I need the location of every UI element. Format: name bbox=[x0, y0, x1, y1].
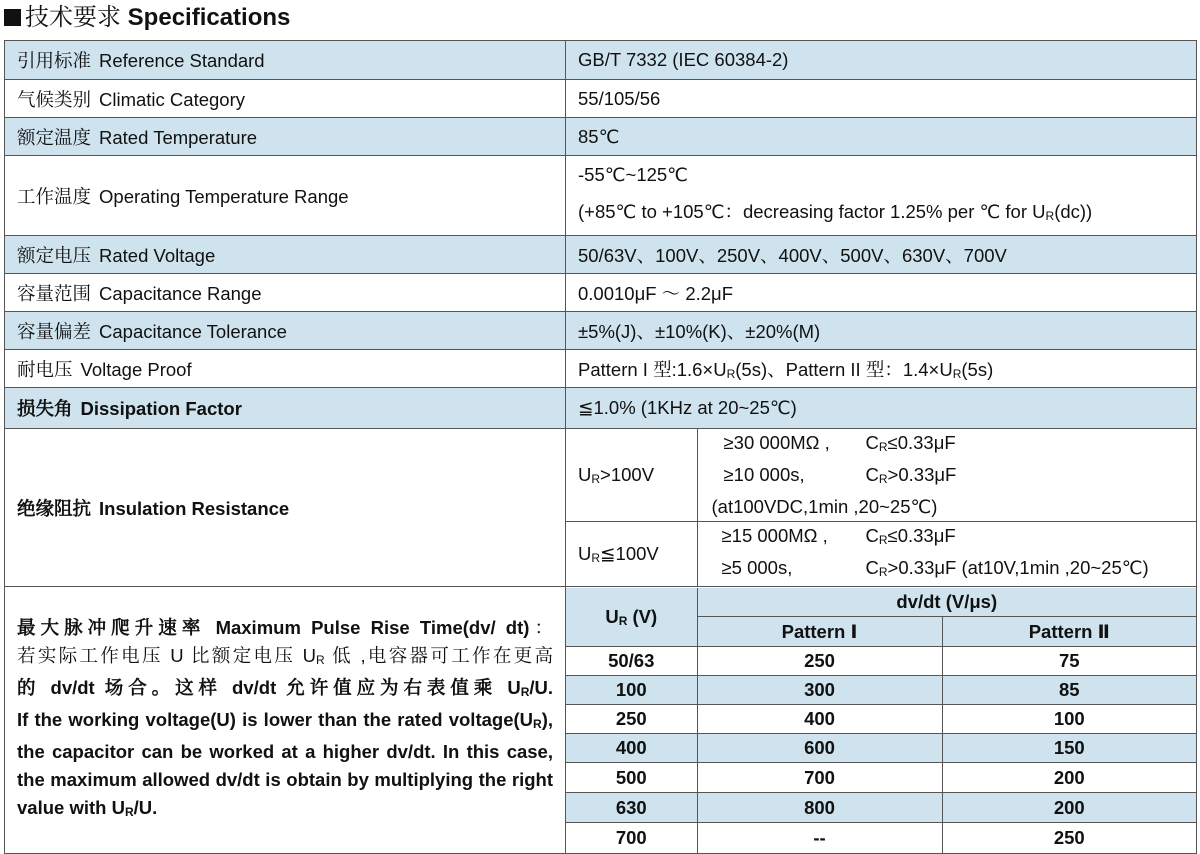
spec-row-dissipation-factor bbox=[5, 388, 1197, 429]
dvdt-table bbox=[566, 588, 1196, 853]
spec-row-capacitance-tolerance bbox=[5, 312, 1197, 350]
dvdt-col-group: dv/dt (V/μs) bbox=[697, 588, 1196, 617]
insulation-row-low bbox=[566, 522, 1196, 587]
spec-label: 额定温度 Rated Temperature bbox=[5, 118, 566, 156]
insulation-values bbox=[566, 429, 1197, 587]
spec-row-rated-voltage bbox=[5, 236, 1197, 274]
spec-label: 额定电压 Rated Voltage bbox=[5, 236, 566, 274]
spec-row-operating-temperature bbox=[5, 156, 1197, 236]
insulation-subtable bbox=[566, 429, 1196, 586]
spec-row-reference-standard bbox=[5, 41, 1197, 80]
table-row: 500 700 200 bbox=[566, 763, 1196, 793]
spec-row-insulation-resistance bbox=[5, 429, 1197, 587]
spec-label: 工作温度 Operating Temperature Range bbox=[5, 156, 566, 236]
page-title bbox=[2, 0, 290, 36]
table-row: 250 400 100 bbox=[566, 705, 1196, 734]
spec-label: 损失角 Dissipation Factor bbox=[5, 388, 566, 429]
table-row: 700 -- 250 bbox=[566, 823, 1196, 853]
insulation-row-high bbox=[566, 429, 1196, 522]
spec-value: GB/T 7332 (IEC 60384-2) bbox=[566, 41, 1197, 80]
title-en: Specifications bbox=[127, 4, 291, 31]
spec-value: 55/105/56 bbox=[566, 80, 1197, 118]
spec-table bbox=[4, 40, 1197, 854]
insulation-condition: UR≦100V bbox=[566, 522, 697, 587]
dvdt-col-ur: UR (V) bbox=[566, 588, 697, 647]
spec-row-capacitance-range bbox=[5, 274, 1197, 312]
spec-label: 容量偏差 Capacitance Tolerance bbox=[5, 312, 566, 350]
spec-value: Pattern I 型:1.6×UR(5s)、Pattern II 型：1.4×UR(5s) bbox=[566, 350, 1197, 388]
operating-range-line: -55℃~125℃ bbox=[578, 164, 688, 185]
spec-label: 耐电压 Voltage Proof bbox=[5, 350, 566, 388]
dvdt-col-pattern1: Pattern Ⅰ bbox=[697, 617, 942, 647]
table-row: 630 800 200 bbox=[566, 793, 1196, 823]
title-cn: 技术要求 bbox=[25, 4, 121, 31]
table-row: 50/63 250 75 bbox=[566, 647, 1196, 676]
square-bullet-icon bbox=[4, 9, 21, 26]
spec-value: ±5%(J)、±10%(K)、±20%(M) bbox=[566, 312, 1197, 350]
spec-row-voltage-proof bbox=[5, 350, 1197, 388]
spec-label: 气候类别 Climatic Category bbox=[5, 80, 566, 118]
dvdt-header-row bbox=[566, 588, 1196, 617]
insulation-requirement: ≥30 000MΩ , CR≤0.33μF ≥10 000s, CR>0.33μF (at100VDC,1min ,20~25℃) bbox=[697, 429, 1196, 522]
table-row: 100 300 85 bbox=[566, 676, 1196, 705]
spec-value: ≦1.0% (1KHz at 20~25℃) bbox=[566, 388, 1197, 429]
spec-row-climatic-category bbox=[5, 80, 1197, 118]
spec-label: 绝缘阻抗 Insulation Resistance bbox=[5, 429, 566, 587]
pulse-description: 最大脉冲爬升速率 Maximum Pulse Rise Time(dv/ dt)： 若实际工作电压 U 比额定电压 UR 低 ,电容器可工作在更高 的 dv/dt 场合。这样 dv/dt 允许值应为右表值乘 UR/U. If the working voltage(U) is lower than the rated voltage(UR), the capacitor can be worked at a higher dv/dt. In this case, the maximum allowed dv/dt is obtain by multiplying the right value with UR/U. bbox=[5, 587, 566, 854]
dvdt-col-pattern2: Pattern Ⅱ bbox=[942, 617, 1196, 647]
spec-value: 50/63V、100V、250V、400V、500V、630V、700V bbox=[566, 236, 1197, 274]
insulation-condition: UR>100V bbox=[566, 429, 697, 522]
table-row: 400 600 150 bbox=[566, 734, 1196, 763]
spec-value: 85℃ bbox=[566, 118, 1197, 156]
spec-value: 0.0010μF ～ 2.2μF bbox=[566, 274, 1197, 312]
operating-derating-line: (+85℃ to +105℃：decreasing factor 1.25% per ℃ for UR(dc)) bbox=[578, 201, 1093, 223]
insulation-requirement: ≥15 000MΩ , CR≤0.33μF ≥5 000s, CR>0.33μF (at10V,1min ,20~25℃) bbox=[697, 522, 1196, 587]
spec-label: 容量范围 Capacitance Range bbox=[5, 274, 566, 312]
spec-label: 引用标准 Reference Standard bbox=[5, 41, 566, 80]
spec-value bbox=[566, 156, 1197, 236]
dvdt-values bbox=[566, 587, 1197, 854]
spec-row-pulse-rise-time bbox=[5, 587, 1197, 854]
spec-row-rated-temperature bbox=[5, 118, 1197, 156]
